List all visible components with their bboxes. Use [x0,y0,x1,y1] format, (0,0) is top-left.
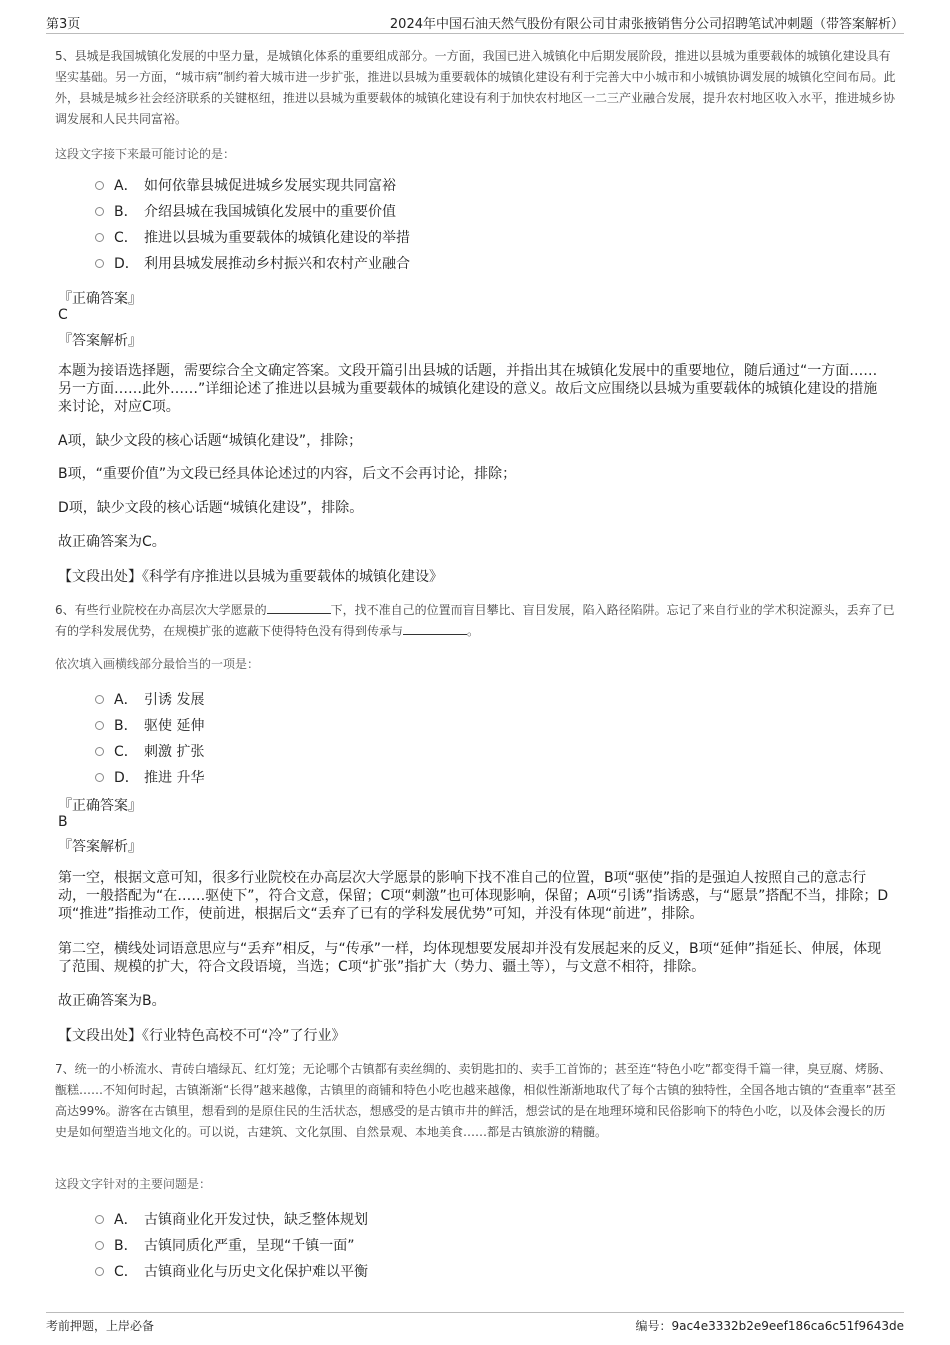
analysis-paragraph: B项，“重要价值”为文段已经具体论述过的内容，后文不会再讨论，排除； [58,466,517,482]
radio-icon[interactable] [95,721,104,730]
document-title: 2024年中国石油天然气股份有限公司甘肃张掖销售分公司招聘笔试冲刺题（带答案解析） [389,17,904,32]
question-7-options [95,1206,368,1284]
radio-icon[interactable] [95,747,104,756]
radio-icon[interactable] [95,233,104,242]
analysis-label: 『答案解析』 [58,839,142,855]
correct-answer-value: B [58,814,68,830]
question-6-stem: 6、有些行业院校在办高层次大学愿景的 下，找不准自己的位置而盲目攀比、盲目发展，陷入路径陷阱。忘记了来自行业的学术积淀源头，丢弃了已有的学科发展优势，在规模扩张的遮蔽下使得特色没有得到传承与 。 [55,603,895,638]
option-b[interactable]: B． 古镇同质化严重，呈现“千镇一面” [95,1232,368,1258]
option-c[interactable]: C． 刺激 扩张 [95,738,204,764]
source-citation: 【文段出处】《行业特色高校不可“冷”了行业》 [58,1028,346,1044]
analysis-conclusion: 故正确答案为B。 [58,993,166,1009]
option-d[interactable]: D． 利用县城发展推动乡村振兴和农村产业融合 [95,250,410,276]
correct-answer-label: 『正确答案』 [58,291,142,307]
correct-answer-label: 『正确答案』 [58,798,142,814]
question-6-prompt: 依次填入画横线部分最恰当的一项是： [55,657,260,671]
analysis-label: 『答案解析』 [58,333,142,349]
correct-answer-value: C [58,307,68,323]
radio-icon[interactable] [95,1241,104,1250]
radio-icon[interactable] [95,695,104,704]
question-6-options [95,686,204,790]
question-5-prompt: 这段文字接下来最可能讨论的是： [55,147,236,161]
page-footer [46,1312,904,1337]
radio-icon[interactable] [95,259,104,268]
radio-icon[interactable] [95,207,104,216]
fill-blank [267,601,331,614]
page-number: 第3页 [46,17,81,32]
option-c[interactable]: C． 推进以县城为重要载体的城镇化建设的举措 [95,224,410,250]
radio-icon[interactable] [95,1267,104,1276]
question-5-options [95,172,410,276]
fill-blank [403,622,467,635]
analysis-paragraph: 第一空，根据文意可知，很多行业院校在办高层次大学愿景的影响下找不准自己的位置，B项“驱使”指的是强迫人按照自己的意志行动，一般搭配为“在……驱使下”，符合文意，保留；C项“刺激”也可体现影响，保留；A项“引诱”指诱惑，与“愿景”搭配不当，排除；D项“推进”指推动工作，使前进，根据后文“丢弃了已有的学科发展优势”可知，并没有体现“前进”，排除。 [58,870,889,922]
page-header [46,11,904,34]
option-a[interactable]: A． 如何依靠县城促进城乡发展实现共同富裕 [95,172,410,198]
option-d[interactable]: D． 推进 升华 [95,764,204,790]
source-citation: 【文段出处】《科学有序推进以县城为重要载体的城镇化建设》 [58,569,443,585]
question-5-stem: 5、县城是我国城镇化发展的中坚力量，是城镇化体系的重要组成部分。一方面，我国已进入城镇化中后期发展阶段，推进以县城为重要载体的城镇化建设具有坚实基础。另一方面，“城市病”制约着大城市进一步扩张，推进以县城为重要载体的城镇化建设有利于完善大中小城市和小城镇协调发展的城镇化空间布局。此外，县城是城乡社会经济联系的关键枢纽，推进以县城为重要载体的城镇化建设有利于加快农村地区一二三产业融合发展，提升农村地区收入水平，推进城乡协调发展和人民共同富裕。 [55,49,896,126]
option-b[interactable]: B． 驱使 延伸 [95,712,204,738]
question-7-prompt: 这段文字针对的主要问题是： [55,1177,212,1191]
radio-icon[interactable] [95,773,104,782]
option-a[interactable]: A． 引诱 发展 [95,686,204,712]
analysis-paragraph: 本题为接语选择题，需要综合全文确定答案。文段开篇引出县城的话题，并指出其在城镇化发展中的重要地位，随后通过“一方面……另一方面……此外……”详细论述了推进以县城为重要载体的城镇化建设的意义。故后文应围绕以县城为重要载体的城镇化建设的措施来讨论，对应C项。 [58,363,878,415]
radio-icon[interactable] [95,181,104,190]
analysis-paragraph: 第二空，横线处词语意思应与“丢弃”相反，与“传承”一样，均体现想要发展却并没有发展起来的反义，B项“延伸”指延长、伸展，体现了范围、规模的扩大，符合文段语境，当选；C项“扩张”指扩大（势力、疆土等），与文意不相符，排除。 [58,941,882,975]
option-b[interactable]: B． 介绍县城在我国城镇化发展中的重要价值 [95,198,410,224]
option-c[interactable]: C． 古镇商业化与历史文化保护难以平衡 [95,1258,368,1284]
analysis-paragraph: A项，缺少文段的核心话题“城镇化建设”，排除； [58,433,363,449]
analysis-paragraph: D项，缺少文段的核心话题“城镇化建设”，排除。 [58,500,364,516]
option-a[interactable]: A． 古镇商业化开发过快，缺乏整体规划 [95,1206,368,1232]
question-7-stem: 7、统一的小桥流水、青砖白墙绿瓦、红灯笼；无论哪个古镇都有卖丝绸的、卖钥匙扣的、卖手工首饰的；甚至连“特色小吃”都变得千篇一律，臭豆腐、烤肠、甑糕……不知何时起，古镇渐渐“长得”越来越像，古镇里的商铺和特色小吃也越来越像，相似性渐渐地取代了每个古镇的独特性，全国各地古镇的“查重率”甚至高达99%。游客在古镇里，想看到的是原住民的生活状态，想感受的是古镇市井的鲜活，想尝试的是在地理环境和民俗影响下的特色小吃，以及体会漫长的历史是如何塑造当地文化的。可以说，古建筑、文化氛围、自然景观、本地美食……都是古镇旅游的精髓。 [55,1062,896,1139]
analysis-conclusion: 故正确答案为C。 [58,534,166,550]
document-id: 编号：9ac4e3332b2e9eef186ca6c51f9643de [635,1319,904,1333]
radio-icon[interactable] [95,1215,104,1224]
footer-slogan: 考前押题，上岸必备 [46,1319,155,1333]
